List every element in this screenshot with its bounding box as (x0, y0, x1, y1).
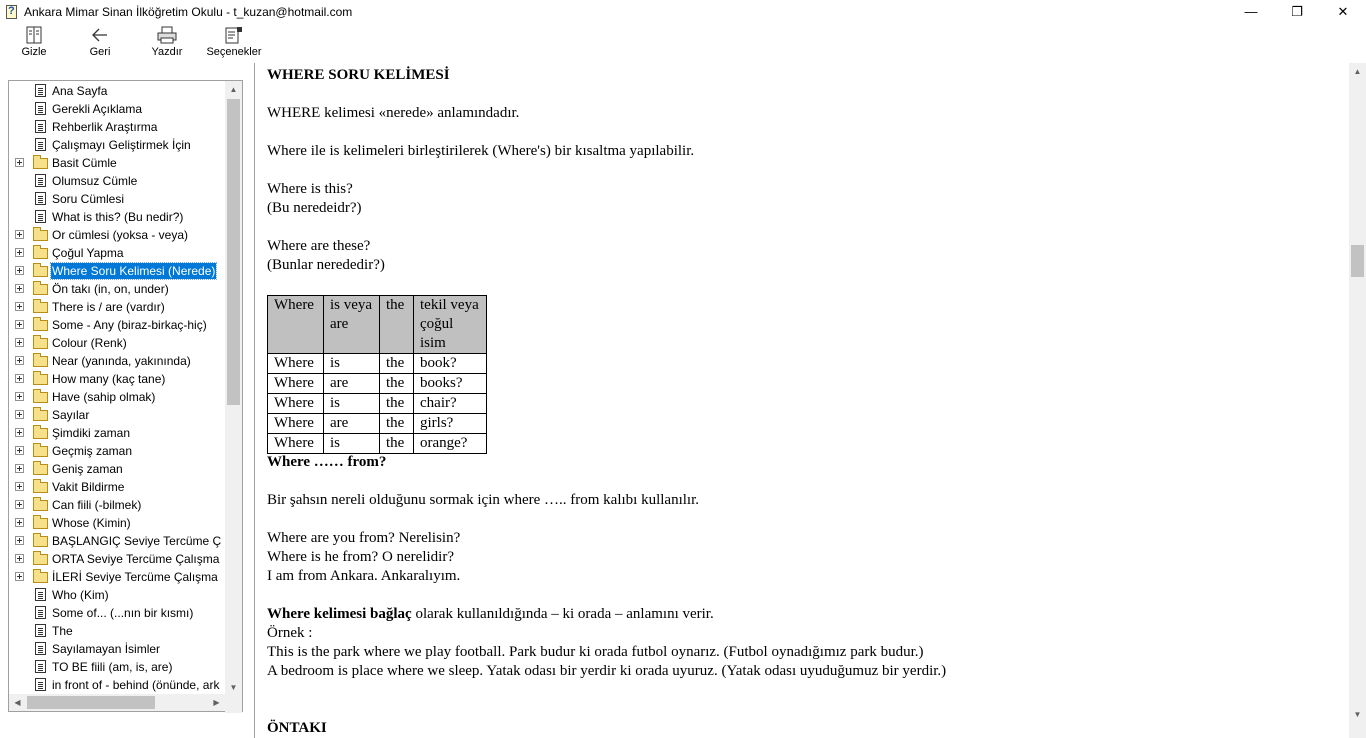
paragraph: WHERE kelimesi «nerede» anlamındadır. (267, 105, 520, 121)
example-line: A bedroom is place where we sleep. Yatak odası bir yerdir ki orada uyuruz. (Yatak odası uyuduğumuz bir yerdir.) (267, 663, 947, 679)
topic-scroll-thumb[interactable] (1351, 245, 1364, 277)
tree-item-label: Have (sahip olmak) (52, 390, 156, 404)
tree-item[interactable] (9, 586, 223, 604)
paragraph: Bir şahsın nereli olduğunu sormak için where ….. from kalıbı kullanılır. (267, 492, 700, 508)
tree-item[interactable] (9, 460, 223, 478)
example-question: Where are these? (267, 238, 371, 254)
tree-item-label: in front of - behind (önünde, ark (52, 678, 220, 692)
tree-item[interactable] (9, 532, 223, 550)
folder-icon (33, 266, 48, 277)
expand-plus-icon[interactable] (15, 374, 24, 383)
scroll-down-arrow-icon[interactable]: ▼ (1353, 710, 1362, 719)
tree-item-label: Gerekli Açıklama (52, 102, 143, 116)
tree-item[interactable] (9, 136, 223, 154)
tree-vertical-scrollbar[interactable] (225, 81, 242, 713)
print-button[interactable] (150, 26, 184, 62)
scroll-right-arrow-icon[interactable]: ▶ (213, 698, 220, 707)
hide-label: Gizle (21, 46, 47, 58)
page-icon (35, 606, 46, 619)
title-bar (0, 0, 1366, 23)
table-cell: the (380, 354, 414, 374)
tree-item[interactable] (9, 244, 223, 262)
tree-item[interactable] (9, 280, 223, 298)
tree-item-label: Who (Kim) (52, 588, 109, 602)
tree-item-label: Sayılar (52, 408, 90, 422)
folder-icon (33, 374, 48, 385)
topic-content (267, 66, 1342, 738)
table-row (268, 354, 487, 374)
window-controls (1228, 0, 1366, 23)
contents-pane (8, 80, 243, 712)
page-icon (35, 102, 46, 115)
tree-item[interactable] (9, 370, 223, 388)
expand-plus-icon[interactable] (15, 482, 24, 491)
page-icon (35, 642, 46, 655)
paragraph: Where ile is kelimeleri birleştirilerek (Where's) bir kısaltma yapılabilir. (267, 143, 695, 159)
page-icon (35, 192, 46, 205)
expand-plus-icon[interactable] (15, 284, 24, 293)
table-cell: is (324, 394, 380, 414)
grammar-table (267, 295, 487, 454)
table-cell: the (380, 414, 414, 434)
example-line: I am from Ankara. Ankaralıyım. (267, 568, 461, 584)
expand-plus-icon[interactable] (15, 500, 24, 509)
tree-item[interactable] (9, 676, 223, 694)
scroll-up-arrow-icon[interactable]: ▲ (1353, 67, 1362, 76)
table-cell: Where (268, 434, 324, 454)
table-cell: is (324, 434, 380, 454)
folder-icon (33, 518, 48, 529)
expand-plus-icon[interactable] (15, 158, 24, 167)
expand-plus-icon[interactable] (15, 302, 24, 311)
paragraph-rest: olarak kullanıldığında – ki orada – anlamını verir. (411, 606, 714, 622)
tree-item-label: Olumsuz Cümle (52, 174, 138, 188)
expand-plus-icon[interactable] (15, 572, 24, 581)
topic-heading: WHERE SORU KELİMESİ (267, 67, 450, 83)
tree-item-label: Where Soru Kelimesi (Nerede) (52, 264, 216, 278)
tree-item-label: Some - Any (biraz-birkaç-hiç) (52, 318, 207, 332)
expand-plus-icon[interactable] (15, 266, 24, 275)
tree-horizontal-scrollbar[interactable] (9, 694, 225, 711)
page-icon (35, 588, 46, 601)
example-translation: (Bunlar nerededir?) (267, 257, 385, 273)
options-button[interactable] (205, 26, 263, 62)
contents-tree (9, 81, 223, 693)
folder-icon (33, 572, 48, 583)
tree-item-label: ORTA Seviye Tercüme Çalışma (52, 552, 220, 566)
folder-icon (33, 158, 48, 169)
expand-plus-icon[interactable] (15, 518, 24, 527)
tree-item[interactable] (9, 190, 223, 208)
table-cell: the (380, 434, 414, 454)
tree-item[interactable] (9, 388, 223, 406)
page-icon (35, 624, 46, 637)
table-cell: Where (268, 374, 324, 394)
folder-icon (33, 446, 48, 457)
expand-plus-icon[interactable] (15, 392, 24, 401)
hide-pane-icon (23, 26, 45, 44)
tree-item-label: Whose (Kimin) (52, 516, 131, 530)
folder-icon (33, 500, 48, 511)
tree-item[interactable] (9, 118, 223, 136)
tree-item-label: Çalışmayı Geliştirmek İçin (52, 138, 191, 152)
tree-item[interactable] (9, 226, 223, 244)
example-line: Where are you from? Nerelisin? (267, 530, 461, 546)
expand-plus-icon[interactable] (15, 464, 24, 473)
tree-item-label: Geçmiş zaman (52, 444, 133, 458)
hide-button[interactable] (20, 26, 48, 62)
tree-item-label: Some of... (...nın bir kısmı) (52, 606, 194, 620)
folder-icon (33, 554, 48, 565)
table-row (268, 394, 487, 414)
tree-item-label: Rehberlik Araştırma (52, 120, 158, 134)
help-app-icon: ? (4, 4, 20, 20)
folder-icon (33, 302, 48, 313)
folder-icon (33, 482, 48, 493)
back-label: Geri (89, 46, 111, 58)
table-cell: book? (414, 354, 487, 374)
bold-phrase: Where kelimesi bağlaç (267, 606, 412, 622)
folder-icon (33, 464, 48, 475)
section-heading: Where …… from? (267, 454, 387, 470)
table-cell: Where (268, 394, 324, 414)
tree-item[interactable] (9, 568, 223, 586)
tree-item[interactable] (9, 604, 223, 622)
print-label: Yazdır (151, 46, 183, 58)
page-icon (35, 678, 46, 691)
table-cell: books? (414, 374, 487, 394)
topic-pane (254, 63, 1366, 738)
tree-scroll-thumb[interactable] (227, 99, 240, 405)
page-icon (35, 174, 46, 187)
page-icon (35, 210, 46, 223)
tree-item-label: How many (kaç tane) (52, 372, 166, 386)
tree-item-label: What is this? (Bu nedir?) (52, 210, 184, 224)
folder-icon (33, 284, 48, 295)
tree-item[interactable] (9, 478, 223, 496)
table-header-cell: tekil veya çoğul isim (414, 296, 487, 354)
tree-item[interactable] (9, 352, 223, 370)
table-cell: are (324, 374, 380, 394)
table-row (268, 434, 487, 454)
table-cell: Where (268, 354, 324, 374)
scroll-down-arrow-icon[interactable]: ▼ (229, 683, 238, 692)
example-line: This is the park where we play football. Park budur ki orada futbol oynarız. (Futbol oynadığımız park budur.) (267, 644, 924, 660)
tree-item[interactable] (9, 640, 223, 658)
tree-item[interactable] (9, 82, 223, 100)
back-button[interactable] (87, 26, 113, 62)
tree-item-label: Near (yanında, yakınında) (52, 354, 191, 368)
tree-item-label: Ön takı (in, on, under) (52, 282, 169, 296)
folder-icon (33, 356, 48, 367)
tree-item-label: Şimdiki zaman (52, 426, 131, 440)
folder-icon (33, 320, 48, 331)
options-icon (223, 26, 245, 44)
tree-item[interactable] (9, 316, 223, 334)
example-translation: (Bu neredeidr?) (267, 200, 362, 216)
folder-icon (33, 410, 48, 421)
expand-plus-icon[interactable] (15, 554, 24, 563)
table-header-cell: Where (268, 296, 324, 354)
tree-item[interactable] (9, 172, 223, 190)
example-line: Where is he from? O nerelidir? (267, 549, 454, 565)
table-cell: girls? (414, 414, 487, 434)
table-cell: the (380, 374, 414, 394)
expand-plus-icon[interactable] (15, 248, 24, 257)
tree-item[interactable] (9, 262, 223, 280)
window-title: Ankara Mimar Sinan İlköğretim Okulu - t_kuzan@hotmail.com (24, 4, 353, 19)
topic-vertical-scrollbar[interactable] (1349, 63, 1366, 738)
expand-plus-icon[interactable] (15, 356, 24, 365)
tree-item[interactable] (9, 100, 223, 118)
folder-icon (33, 536, 48, 547)
page-icon (35, 84, 46, 97)
example-question: Where is this? (267, 181, 353, 197)
table-cell: are (324, 414, 380, 434)
folder-icon (33, 230, 48, 241)
scroll-left-arrow-icon[interactable]: ◀ (14, 698, 21, 707)
expand-plus-icon[interactable] (15, 536, 24, 545)
tree-item[interactable] (9, 406, 223, 424)
printer-icon (156, 26, 178, 44)
tree-item[interactable] (9, 424, 223, 442)
page-icon (35, 120, 46, 133)
close-button[interactable]: ✕ (1337, 3, 1349, 19)
tree-item-label: Colour (Renk) (52, 336, 127, 350)
tree-item-label: TO BE fiili (am, is, are) (52, 660, 173, 674)
tree-item[interactable] (9, 496, 223, 514)
table-cell: orange? (414, 434, 487, 454)
restore-button[interactable]: ❐ (1291, 3, 1303, 19)
tree-item-label: The (52, 624, 73, 638)
tree-item-label: Or cümlesi (yoksa - veya) (52, 228, 189, 242)
table-cell: is (324, 354, 380, 374)
expand-plus-icon[interactable] (15, 230, 24, 239)
tree-item-label: Soru Cümlesi (52, 192, 125, 206)
expand-plus-icon[interactable] (15, 320, 24, 329)
tree-item-label: Basit Cümle (52, 156, 117, 170)
expand-plus-icon[interactable] (15, 338, 24, 347)
table-cell: Where (268, 414, 324, 434)
tree-item-label: Ana Sayfa (52, 84, 108, 98)
table-row (268, 414, 487, 434)
tree-item[interactable] (9, 154, 223, 172)
table-header-cell: is veya are (324, 296, 380, 354)
back-arrow-icon (89, 26, 111, 44)
folder-icon (33, 392, 48, 403)
tree-item-label: Sayılamayan İsimler (52, 642, 161, 656)
tree-item-label: BAŞLANGIÇ Seviye Tercüme Ç (52, 534, 222, 548)
table-header-row (268, 296, 487, 354)
tree-item-label: Vakit Bildirme (52, 480, 125, 494)
tree-item[interactable] (9, 298, 223, 316)
table-row (268, 374, 487, 394)
expand-plus-icon[interactable] (15, 446, 24, 455)
table-cell: the (380, 394, 414, 414)
scroll-up-arrow-icon[interactable]: ▲ (229, 85, 238, 94)
toolbar (0, 23, 1366, 63)
options-label: Seçenekler (206, 46, 262, 58)
tree-item-label: There is / are (vardır) (52, 300, 165, 314)
table-header-cell: the (380, 296, 414, 354)
pane-splitter[interactable] (246, 63, 254, 738)
minimize-button[interactable]: — (1244, 4, 1258, 19)
folder-icon (33, 248, 48, 259)
tree-item[interactable] (9, 550, 223, 568)
tree-item[interactable] (9, 658, 223, 676)
tree-item-label: Geniş zaman (52, 462, 123, 476)
tree-item[interactable] (9, 334, 223, 352)
tree-item[interactable] (9, 208, 223, 226)
page-icon (35, 138, 46, 151)
table-cell: chair? (414, 394, 487, 414)
folder-icon (33, 338, 48, 349)
tree-item-label: Can fiili (-bilmek) (52, 498, 142, 512)
tree-item[interactable] (9, 514, 223, 532)
tree-item-label: Çoğul Yapma (52, 246, 124, 260)
folder-icon (33, 428, 48, 439)
expand-plus-icon[interactable] (15, 428, 24, 437)
tree-item[interactable] (9, 622, 223, 640)
tree-item[interactable] (9, 442, 223, 460)
page-icon (35, 660, 46, 673)
section-heading: ÖNTAKI (267, 720, 327, 736)
tree-hscroll-thumb[interactable] (27, 696, 155, 709)
expand-plus-icon[interactable] (15, 410, 24, 419)
example-label: Örnek : (267, 625, 313, 641)
tree-item-label: İLERİ Seviye Tercüme Çalışma (52, 570, 218, 584)
paragraph (267, 605, 714, 624)
